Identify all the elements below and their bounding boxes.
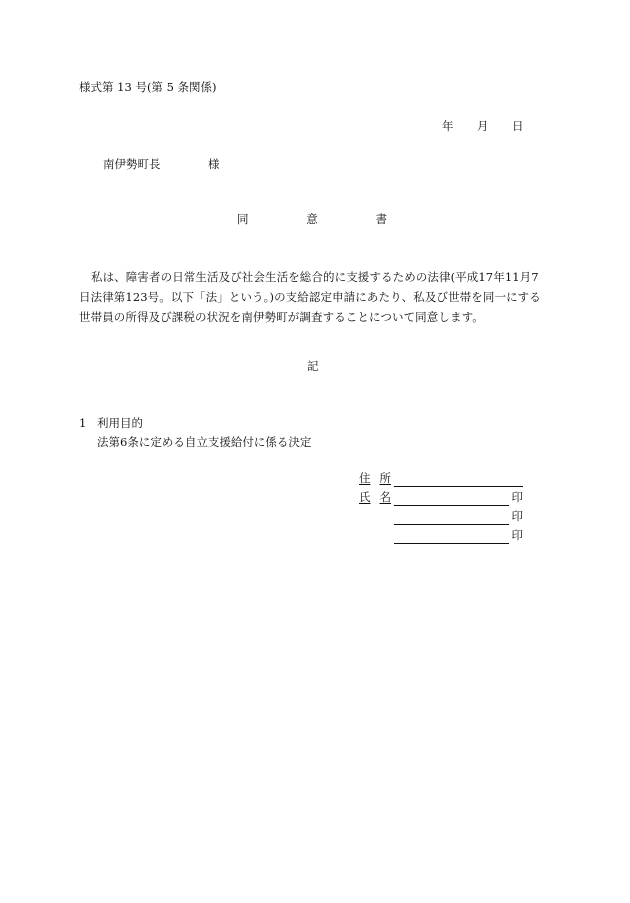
household-field-line-2[interactable] [394, 543, 509, 544]
purpose-heading [79, 417, 143, 431]
name-field-line[interactable] [394, 505, 509, 506]
ki-heading: 記 [307, 359, 319, 373]
date-year-label: 年 [442, 119, 454, 133]
seal-mark: 印 [511, 509, 523, 523]
addressee-name: 南伊勢町長 [103, 157, 161, 171]
address-signature-row [359, 472, 523, 488]
purpose-heading-text: 利用目的 [97, 416, 143, 430]
date-month-label: 月 [477, 119, 489, 133]
seal-mark: 印 [511, 528, 523, 542]
title-char-2: 意 [306, 212, 318, 226]
household-field-line-1[interactable] [394, 524, 509, 525]
household-signature-row-2 [359, 529, 523, 545]
consent-statement: 私は、障害者の日常生活及び社会生活を総合的に支援するための法律(平成17年11月7日法律第123号。以下「法」という。)の支給認定申請にあたり、私及び世帯を同一にする世帯員の所得及び課税の状況を南伊勢町が調査することについて同意します。 [79, 270, 541, 324]
name-label: 氏 名 [359, 490, 391, 504]
purpose-detail: 法第6条に定める自立支援給付に係る決定 [97, 435, 312, 449]
document-title [237, 213, 387, 227]
name-signature-row [359, 491, 523, 507]
date-day-label: 日 [512, 119, 524, 133]
seal-mark: 印 [511, 490, 523, 504]
addressee-honorific: 様 [208, 157, 220, 171]
address-field-line[interactable] [394, 486, 523, 487]
form-number: 様式第 13 号(第 5 条関係) [79, 80, 217, 94]
title-char-1: 同 [237, 212, 249, 226]
title-char-3: 書 [375, 212, 387, 226]
address-label: 住 所 [359, 471, 391, 485]
purpose-number: 1 [79, 416, 87, 430]
household-signature-row-1 [359, 510, 523, 526]
